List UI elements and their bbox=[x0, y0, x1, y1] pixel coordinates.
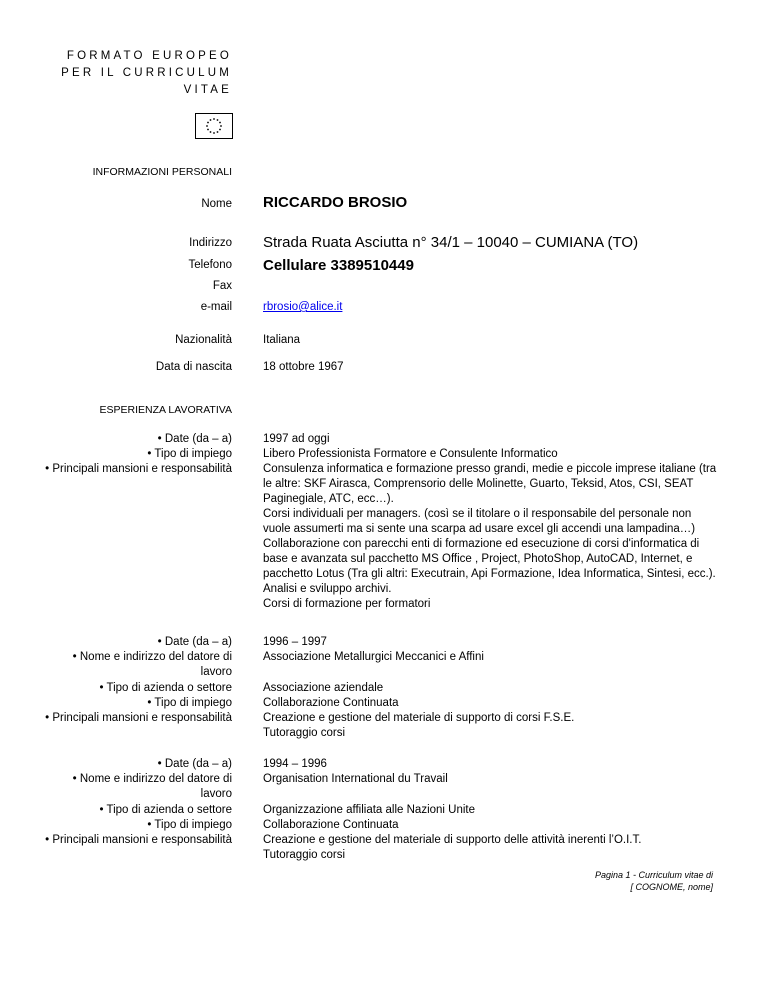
page-footer bbox=[595, 869, 713, 893]
cv-title-line-2-text: PER IL CURRICULUM bbox=[61, 67, 232, 79]
exp2-label-duties: • Principali mansioni e responsabilità bbox=[45, 712, 232, 724]
cv-title-line-3 bbox=[184, 84, 232, 96]
fax-label: Fax bbox=[212, 280, 232, 292]
exp3-label-employer: • Nome e indirizzo del datore di lavoro bbox=[72, 773, 232, 800]
exp3-employer: Organisation International du Travail bbox=[263, 773, 448, 785]
exp1-duty-1: Consulenza informatica e formazione presso grandi, medie e piccole imprese italiane (tra le altre: SKF Airasca, Comprensorio delle Molinette, Guarto, Teksid, Atos, CSI, SEAT Paginegiale, ATC, ecc…). bbox=[263, 463, 717, 505]
cv-title-line-3-text: VITAE bbox=[183, 84, 232, 96]
footer-line-1: Pagina 1 - Curriculum vitae di bbox=[594, 870, 713, 880]
email-label: e-mail bbox=[200, 301, 232, 313]
exp2-employer: Associazione Metallurgici Meccanici e Affini bbox=[263, 651, 484, 663]
section-title-experience-text: ESPERIENZA LAVORATIVA bbox=[99, 404, 232, 416]
exp1-duty-2: Corsi individuali per managers. (così se il titolare o il responsabile del personale non vuole assumerti ma si sente una scarpa ad usare excel gli accendi una lampadina…) bbox=[263, 508, 696, 535]
exp2-date: 1996 – 1997 bbox=[263, 636, 327, 648]
exp3-label-type: • Tipo di impiego bbox=[147, 819, 232, 831]
cv-title-line-1 bbox=[67, 50, 232, 62]
exp1-duty-5: Corsi di formazione per formatori bbox=[263, 598, 431, 610]
exp3-label-date: • Date (da – a) bbox=[157, 758, 232, 770]
exp2-duties bbox=[263, 711, 718, 741]
exp1-duties bbox=[263, 462, 718, 612]
exp2-duty-2: Tutoraggio corsi bbox=[263, 727, 346, 739]
exp2-duty-1: Creazione e gestione del materiale di supporto di corsi F.S.E. bbox=[263, 712, 575, 724]
address-value: Strada Ruata Asciutta n° 34/1 – 10040 – CUMIANA (TO) bbox=[263, 234, 639, 251]
phone-label: Telefono bbox=[188, 259, 232, 271]
eu-flag-icon bbox=[195, 113, 233, 139]
phone-value: Cellulare 3389510449 bbox=[263, 257, 414, 274]
email-link[interactable] bbox=[263, 300, 718, 315]
exp1-type: Libero Professionista Formatore e Consulente Informatico bbox=[263, 448, 558, 460]
birth-value: 18 ottobre 1967 bbox=[263, 361, 344, 373]
cv-title-line-2 bbox=[61, 67, 232, 79]
exp2-type: Collaborazione Continuata bbox=[263, 697, 399, 709]
nationality-value: Italiana bbox=[263, 334, 301, 346]
exp3-duty-2: Tutoraggio corsi bbox=[263, 849, 346, 861]
name-label: Nome bbox=[201, 198, 232, 210]
exp3-label-sector: • Tipo di azienda o settore bbox=[99, 804, 232, 816]
exp3-duties bbox=[263, 833, 718, 863]
address-label: Indirizzo bbox=[189, 237, 232, 249]
exp1-date: 1997 ad oggi bbox=[263, 433, 330, 445]
exp1-duty-4: Analisi e sviluppo archivi. bbox=[263, 583, 392, 595]
exp3-sector: Organizzazione affiliata alle Nazioni Unite bbox=[263, 804, 476, 816]
exp3-type: Collaborazione Continuata bbox=[263, 819, 399, 831]
exp3-duty-1: Creazione e gestione del materiale di supporto delle attività inerenti l’O.I.T. bbox=[263, 834, 642, 846]
exp2-label-sector: • Tipo di azienda o settore bbox=[99, 682, 232, 694]
nationality-label: Nazionalità bbox=[175, 334, 232, 346]
exp2-label-employer: • Nome e indirizzo del datore di lavoro bbox=[72, 651, 232, 678]
section-title-personal bbox=[93, 166, 232, 178]
exp1-label-type: • Tipo di impiego bbox=[147, 448, 232, 460]
section-title-personal-text: INFORMAZIONI PERSONALI bbox=[92, 166, 232, 178]
birth-label: Data di nascita bbox=[155, 361, 232, 373]
exp1-label-date: • Date (da – a) bbox=[157, 433, 232, 445]
cv-title-line-1-text: FORMATO EUROPEO bbox=[66, 50, 232, 62]
exp1-duty-3: Collaborazione con parecchi enti di formazione ed esecuzione di corsi d'informatica di base e avanzata sul pacchetto MS Office , Project, PhotoShop, AutoCAD, Internet, e pacchetto Lotus (Tra gli altri: Executrain, Api Formazione, Idea Informatica, Sintesi, ecc.). bbox=[263, 538, 716, 580]
email-link-text[interactable]: rbrosio@alice.it bbox=[263, 301, 343, 313]
footer-line-2: [ COGNOME, nome] bbox=[630, 882, 713, 892]
exp2-label-date: • Date (da – a) bbox=[157, 636, 232, 648]
exp3-label-duties: • Principali mansioni e responsabilità bbox=[45, 834, 232, 846]
name-value: RICCARDO BROSIO bbox=[263, 194, 408, 211]
exp2-label-type: • Tipo di impiego bbox=[147, 697, 232, 709]
exp2-sector: Associazione aziendale bbox=[263, 682, 384, 694]
exp3-date: 1994 – 1996 bbox=[263, 758, 327, 770]
exp1-label-duties: • Principali mansioni e responsabilità bbox=[45, 463, 232, 475]
section-title-experience bbox=[100, 404, 232, 416]
